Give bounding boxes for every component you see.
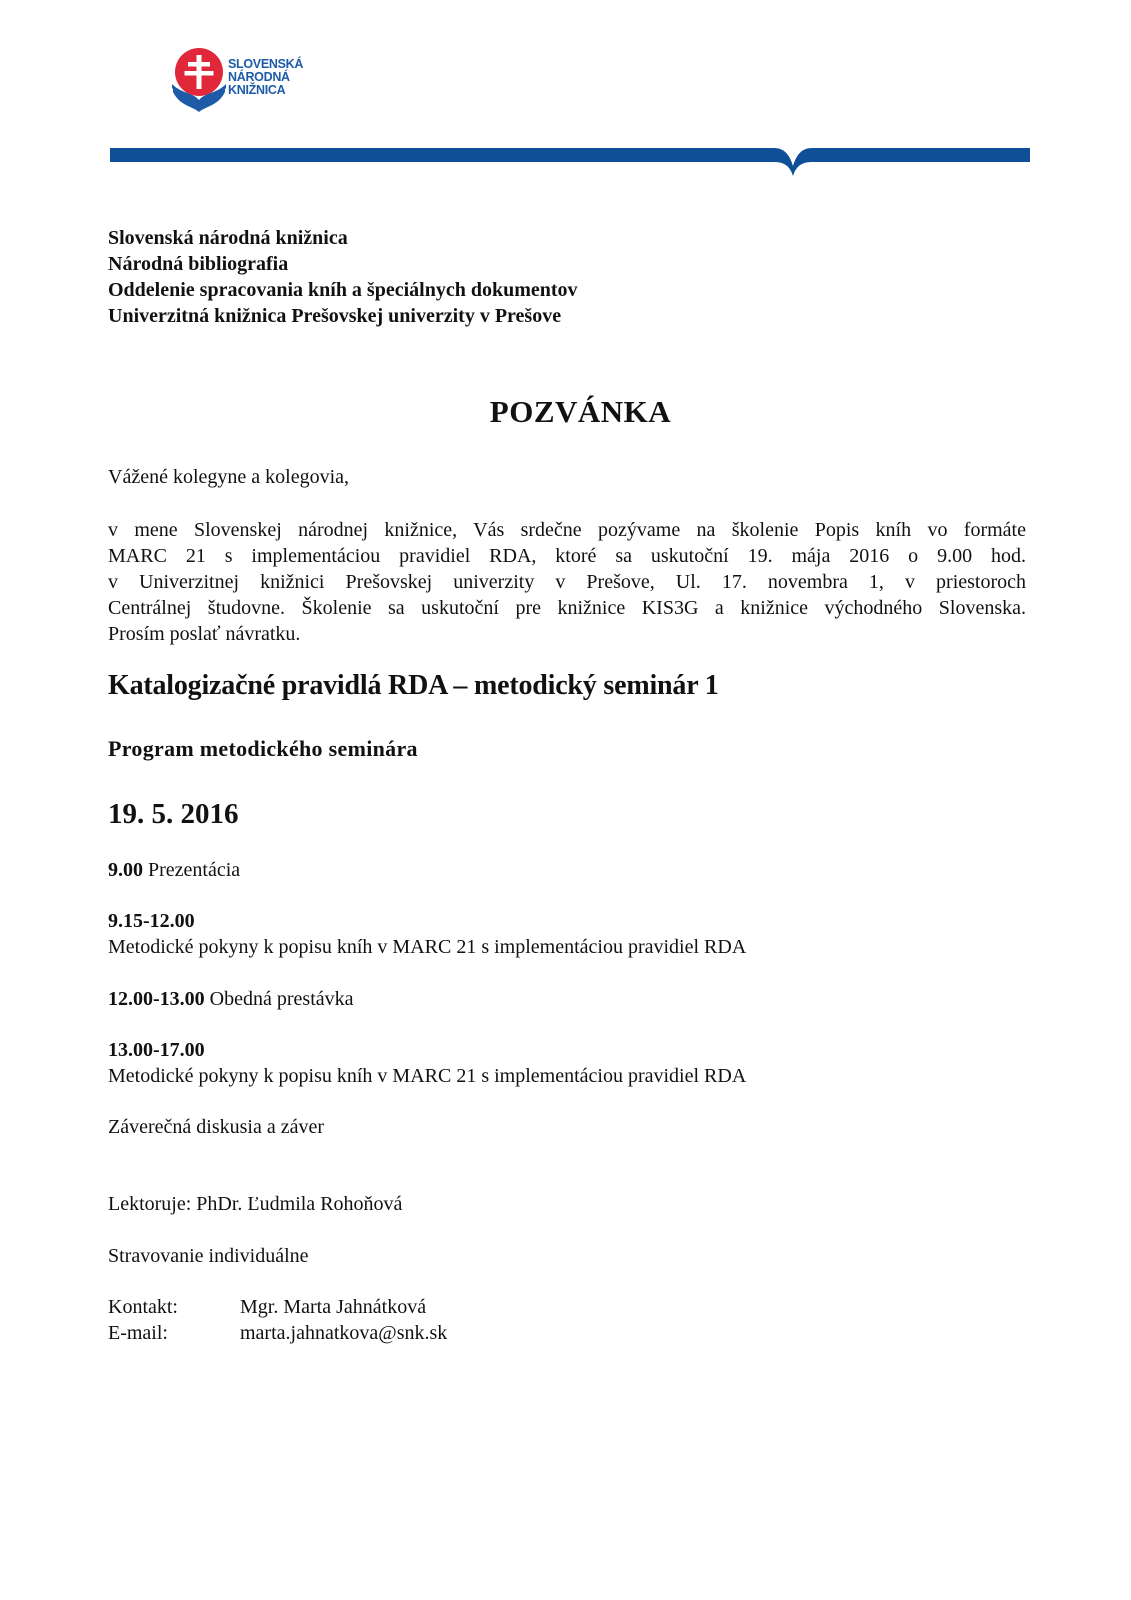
org-line: Slovenská národná knižnica bbox=[108, 227, 348, 249]
paragraph-line: v mene Slovenskej národnej knižnice, Vás srdečne pozývame na školenie Popis kníh vo formáte bbox=[108, 519, 1026, 541]
paragraph-line: MARC 21 s implementáciou pravidiel RDA, ktoré sa uskutoční 19. mája 2016 o 9.00 hod. bbox=[108, 545, 1026, 567]
logo-wordmark bbox=[228, 58, 303, 97]
contact-name: Mgr. Marta Jahnátková bbox=[240, 1296, 427, 1318]
logo-line: SLOVENSKÁ bbox=[228, 57, 304, 71]
lecturer: Lektoruje: PhDr. Ľudmila Rohoňová bbox=[108, 1193, 403, 1215]
program-item bbox=[108, 1037, 746, 1089]
program-text: Obedná prestávka bbox=[204, 988, 354, 1010]
program-time: 13.00-17.00 bbox=[108, 1039, 205, 1061]
contact-label: Kontakt: bbox=[108, 1296, 178, 1318]
program-item bbox=[108, 857, 240, 883]
header-band bbox=[110, 148, 1030, 178]
paragraph-line: Centrálnej študovne. Školenie sa uskutoční pre knižnice KIS3G a knižnice východného Slovenska. bbox=[108, 597, 1026, 619]
program-time: 9.00 bbox=[108, 859, 143, 881]
program-text: Metodické pokyny k popisu kníh v MARC 21 s implementáciou pravidiel RDA bbox=[108, 1065, 747, 1087]
document-title: POZVÁNKA bbox=[489, 394, 672, 429]
program-item bbox=[108, 986, 354, 1012]
org-line: Univerzitná knižnica Prešovskej univerzity v Prešove bbox=[108, 305, 562, 327]
program-text: Metodické pokyny k popisu kníh v MARC 21 s implementáciou pravidiel RDA bbox=[108, 936, 747, 958]
email-label: E-mail: bbox=[108, 1322, 168, 1344]
invitation-paragraph bbox=[108, 517, 1026, 647]
greeting: Vážené kolegyne a kolegovia, bbox=[108, 466, 350, 488]
org-line: Oddelenie spracovania kníh a špeciálnych dokumentov bbox=[108, 279, 578, 301]
snk-logo bbox=[172, 48, 312, 112]
paragraph-line: Prosím poslať návratku. bbox=[108, 623, 301, 645]
organization-block bbox=[108, 225, 578, 329]
double-cross-shield-icon bbox=[172, 48, 226, 112]
closing-discussion: Záverečná diskusia a záver bbox=[108, 1116, 324, 1138]
paragraph-line: v Univerzitnej knižnici Prešovskej univerzity v Prešove, Ul. 17. novembra 1, v priestoroch bbox=[108, 571, 1026, 593]
logo-line: NÁRODNÁ bbox=[228, 70, 290, 84]
program-heading: Program metodického seminára bbox=[108, 736, 418, 761]
seminar-date: 19. 5. 2016 bbox=[108, 798, 239, 830]
logo-line: KNIŽNICA bbox=[228, 83, 286, 97]
document-title-wrap bbox=[0, 394, 1131, 430]
program-text: Prezentácia bbox=[143, 859, 241, 881]
catering-note: Stravovanie individuálne bbox=[108, 1245, 309, 1267]
program-time: 12.00-13.00 bbox=[108, 988, 205, 1010]
email-address[interactable]: marta.jahnatkova@snk.sk bbox=[240, 1322, 448, 1344]
program-item bbox=[108, 908, 746, 960]
seminar-heading: Katalogizačné pravidlá RDA – metodický seminár 1 bbox=[108, 670, 719, 701]
contact-block bbox=[108, 1294, 447, 1346]
org-line: Národná bibliografia bbox=[108, 253, 289, 275]
program-time: 9.15-12.00 bbox=[108, 910, 195, 932]
